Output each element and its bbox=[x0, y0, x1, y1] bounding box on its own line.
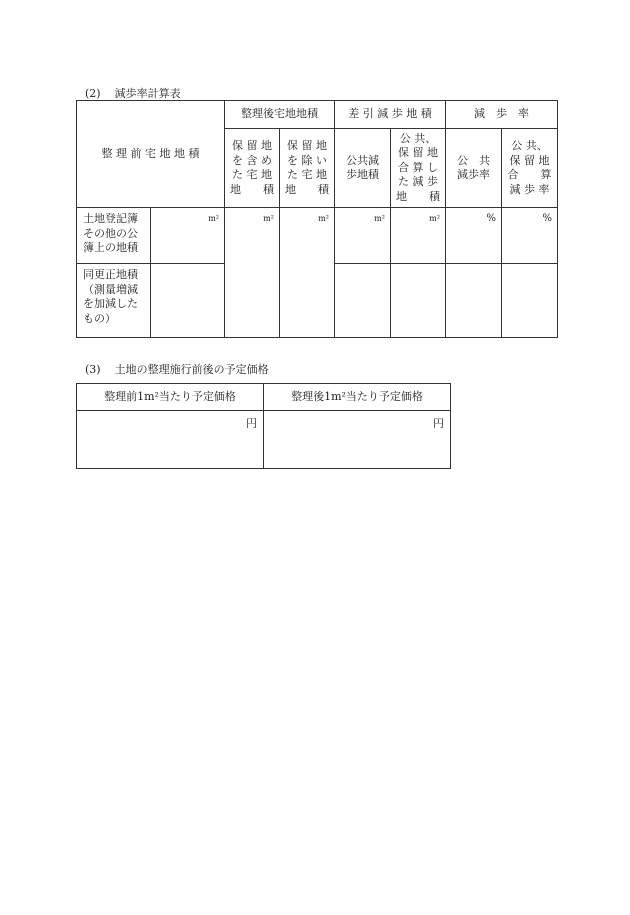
cell-corrected-public-reserve-rate bbox=[502, 264, 558, 338]
cell-corrected-pre-area bbox=[151, 264, 225, 338]
cell-public-reserve-area-unit: m² bbox=[391, 208, 446, 264]
header-price-after: 整理後1m²当たり予定価格 bbox=[264, 384, 451, 411]
cell-public-reduction-area-unit: m² bbox=[335, 208, 391, 264]
section2-heading bbox=[85, 85, 181, 101]
header-incl-reserve: 保 留 地 を 含 め た 宅 地 地 積 bbox=[225, 129, 280, 208]
header-price-before: 整理前1m²当たり予定価格 bbox=[77, 384, 264, 411]
group-header-rate: 減 歩 率 bbox=[446, 101, 558, 129]
header-public-reduction-rate: 公 共 減歩率 bbox=[446, 129, 502, 208]
cell-corrected-public-reduction-area bbox=[335, 264, 391, 338]
cell-corrected-public-reduction-rate bbox=[446, 264, 502, 338]
cell-price-before-unit: 円 bbox=[77, 411, 264, 469]
reduction-rate-table bbox=[76, 100, 558, 338]
header-public-reserve-area: 公 共、 保 留 地 合 算 し た 減 歩 地 積 bbox=[391, 129, 446, 208]
cell-public-reduction-rate-unit: % bbox=[446, 208, 502, 264]
section3-number: (3) bbox=[85, 363, 101, 376]
header-public-reduction-area: 公共減 歩地積 bbox=[335, 129, 391, 208]
group-header-after: 整理後宅地地積 bbox=[225, 101, 335, 129]
cell-pre-area-unit: m² bbox=[151, 208, 225, 264]
cell-incl-reserve-unit: m² bbox=[225, 208, 280, 338]
cell-public-reserve-rate-unit: % bbox=[502, 208, 558, 264]
corner-header: 整 理 前 宅 地 地 積 bbox=[77, 101, 225, 208]
cell-price-after-unit: 円 bbox=[264, 411, 451, 469]
row-label-corrected: 同更正地積 （測量増減 を加減した もの） bbox=[77, 264, 151, 338]
section3-heading bbox=[85, 361, 269, 377]
section3-title: 土地の整理施行前後の予定価格 bbox=[114, 363, 269, 376]
price-table bbox=[76, 383, 451, 469]
header-public-reserve-rate: 公 共、 保 留 地 合 算 減 歩 率 bbox=[502, 129, 558, 208]
section2-number: (2) bbox=[85, 87, 101, 100]
header-excl-reserve: 保 留 地 を 除 い た 宅 地 地 積 bbox=[280, 129, 335, 208]
cell-excl-reserve-unit: m² bbox=[280, 208, 335, 338]
section2-title: 減歩率計算表 bbox=[114, 87, 181, 100]
row-label-registry: 土地登記簿 その他の公 簿上の地積 bbox=[77, 208, 151, 264]
group-header-diff: 差 引 減 歩 地 積 bbox=[335, 101, 446, 129]
cell-corrected-public-reserve-area bbox=[391, 264, 446, 338]
